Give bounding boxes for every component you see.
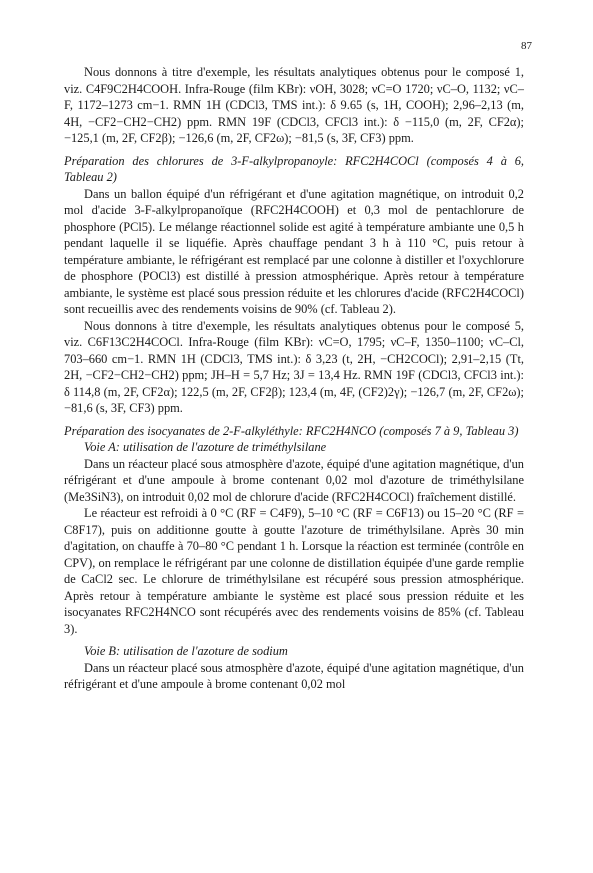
paragraph-acid-chloride-procedure: Dans un ballon équipé d'un réfrigérant et d'une agitation magnétique, on introduit 0,2 mol d'acide 3-F-alkylpropanoïque (RFC2H4COOH) et 0,3 mol de pentachlorure de phosphore (PCl5). Le mélange réactionnel solide est agité à température ambiante une 0,5 h pendant laquelle il se liquéfie. Après chauffage pendant 3 h à 110 °C, puis retour à température ambiante, le réfrigérant est remplacé par une colonne à distiller et l'oxychlorure de phosphore (POCl3) est distillé à pression atmosphérique. Après retour à température ambiante, le système est placé sous pression réduite et les chlorures d'acide (RFC2H4COCl) sont recueillis avec des rendements voisins de 90% (cf. Tableau 2). bbox=[64, 186, 524, 316]
subheading-voie-a: Voie A: utilisation de l'azoture de triméthylsilane bbox=[84, 440, 327, 454]
section-heading-isocyanates: Préparation des isocyanates de 2-F-alkyléthyle: RFC2H4NCO (composés 7 à 9, Tableau 3) bbox=[64, 423, 519, 438]
body-text bbox=[64, 64, 524, 693]
paragraph-voie-a-setup: Dans un réacteur placé sous atmosphère d'azote, équipé d'une agitation magnétique, d'un réfrigérant et d'une ampoule à brome contenant 0,02 mol d'azoture de triméthylsilane (Me3SiN3), on introduit 0,02 mol de chlorure d'acide (RFC2H4COCl) fraîchement distillé. bbox=[64, 456, 524, 504]
paragraph-voie-a-procedure: Le réacteur est refroidi à 0 °C (RF = C4F9), 5–10 °C (RF = C6F13) ou 15–20 °C (RF = C8F17), puis on additionne goutte à goutte l'azoture de triméthylsilane. Après 30 min d'agitation, on chauffe à 70–80 °C pendant 1 h. Lorsque la réaction est terminée (contrôle en CPV), on remplace le réfrigérant par une colonne de distillation équipée d'une garde remplie de CaCl2 sec. Le chlorure de triméthylsilane est récupéré sous pression atmosphérique. Après retour à température ambiante le système est placé sous pression réduite et les isocyanates RFC2H4NCO sont récupérés avec des rendements voisins de 85% (cf. Tableau 3). bbox=[64, 506, 524, 636]
paragraph-analytic-results-5: Nous donnons à titre d'exemple, les résultats analytiques obtenus pour le composé 5, viz. C6F13C2H4COCl. Infra-Rouge (film KBr): νC=O, 1795; νC–F, 1350–1100; νC–Cl, 703–660 cm−1. RMN 1H (CDCl3, TMS int.): δ 3,23 (t, 2H, −CH2COCl); 2,91–2,15 (Tt, 2H, −CF2−CH2−CH2) ppm; JH–H = 5,7 Hz; 3J = 13,4 Hz. RMN 19F (CDCl3, CFCl3 int.): δ 114,8 (m, 2F, CF2α); 122,5 (m, 2F, CF2β); 123,4 (m, 4F, (CF2)2γ); −126,7 (m, 2F, CF2ω); −81,6 (s, 3F, CF3) ppm. bbox=[64, 318, 524, 415]
paragraph-voie-b-setup: Dans un réacteur placé sous atmosphère d'azote, équipé d'une agitation magnétique, d'un réfrigérant et d'une ampoule à brome contenant 0,02 mol bbox=[64, 660, 524, 691]
section-heading-acid-chlorides: Préparation des chlorures de 3-F-alkylpropanoyle: RFC2H4COCl (composés 4 à 6, Tableau 2) bbox=[64, 153, 524, 184]
paragraph-analytic-results-1: Nous donnons à titre d'exemple, les résultats analytiques obtenus pour le composé 1, viz. C4F9C2H4COOH. Infra-Rouge (film KBr): νOH, 3028; νC=O 1720; νC–O, 1132; νC–F, 1172–1273 cm−1. RMN 1H (CDCl3, TMS int.): δ 9.65 (s, 1H, COOH); 2,96–2,13 (m, 4H, −CF2−CH2−CH2) ppm. RMN 19F (CDCl3, CFCl3 int.): δ −115,0 (m, 2F, CF2α); −125,1 (m, 2F, CF2β); −126,6 (m, 2F, CF2ω); −81,5 (s, 3F, CF3) ppm. bbox=[64, 65, 524, 145]
subheading-voie-b: Voie B: utilisation de l'azoture de sodium bbox=[84, 644, 288, 658]
page-number: 87 bbox=[521, 40, 532, 52]
